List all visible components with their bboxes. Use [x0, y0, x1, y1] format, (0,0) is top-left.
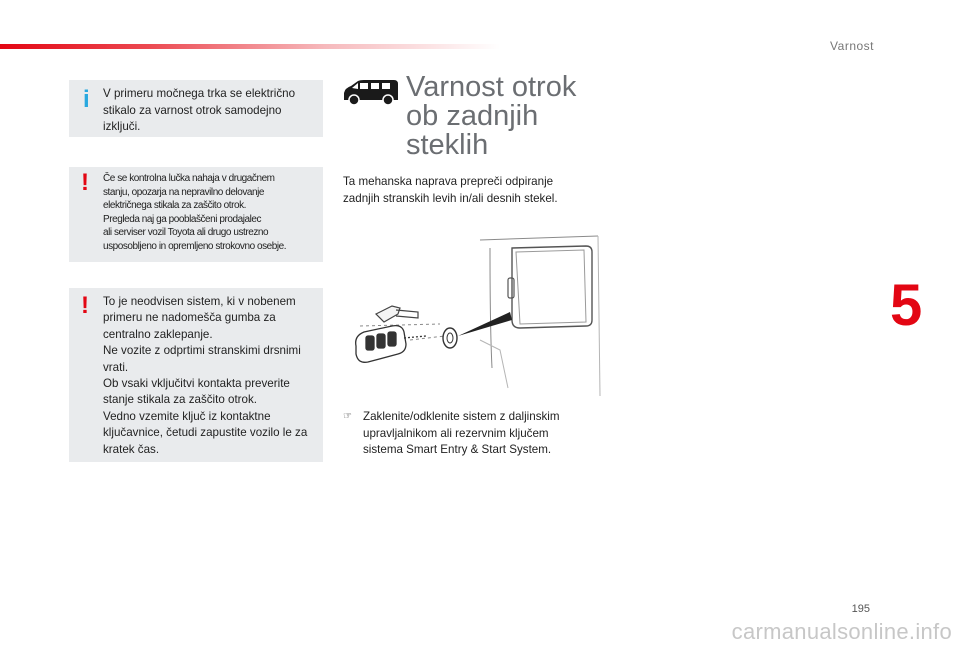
section-title: Varnost otrok ob zadnjih steklih — [406, 71, 577, 161]
page-number: 195 — [851, 603, 870, 615]
van-icon — [342, 78, 400, 106]
step-text: Zaklenite/odklenite sistem z daljinskim upravljalnikom ali rezervnim ključem sistema Smart Entry & Start System. — [363, 410, 560, 456]
warning-note-indicator — [69, 167, 323, 262]
chapter-number: 5 — [890, 273, 923, 338]
warning-note-text: Če se kontrolna lučka nahaja v drugačnem stanju, opozarja na nepravilno delovanje električnega stikala za zaščito otrok. Pregleda naj ga pooblaščeni prodajalec ali serviser vozil Toyota ali drugo ustrezno usposobljeno in opremljeno strokovno osebje. — [103, 173, 287, 252]
watermark: carmanualsonline.info — [731, 619, 952, 644]
warning-note-text: To je neodvisen sistem, ki v nobenem primeru ne nadomešča gumba za centralno zaklepanje. Ne vozite z odprtimi stranskimi drsnimi vrati. Ob vsaki vključitvi kontakta preverite stanje stikala za zaščito otrok. Vedno vzemite ključ iz kontaktne ključavnice, četudi zapustite vozilo le za kratek čas. — [103, 295, 308, 456]
info-icon: i — [83, 86, 90, 113]
section-intro: Ta mehanska naprava prepreči odpiranje zadnjih stranskih levih in/ali desnih stekel. — [343, 175, 558, 205]
key-and-window-lock-illustration — [340, 228, 602, 400]
warning-icon: ! — [81, 169, 89, 196]
info-note — [69, 80, 323, 137]
chapter-name: Varnost — [830, 39, 874, 53]
header-accent-bar — [0, 44, 500, 49]
warning-icon: ! — [81, 292, 89, 319]
step-bullet-icon: ☞ — [343, 411, 352, 422]
warning-note-independent-system — [69, 288, 323, 462]
info-note-text: V primeru močnega trka se električno stikalo za varnost otrok samodejno izključi. — [103, 87, 296, 133]
